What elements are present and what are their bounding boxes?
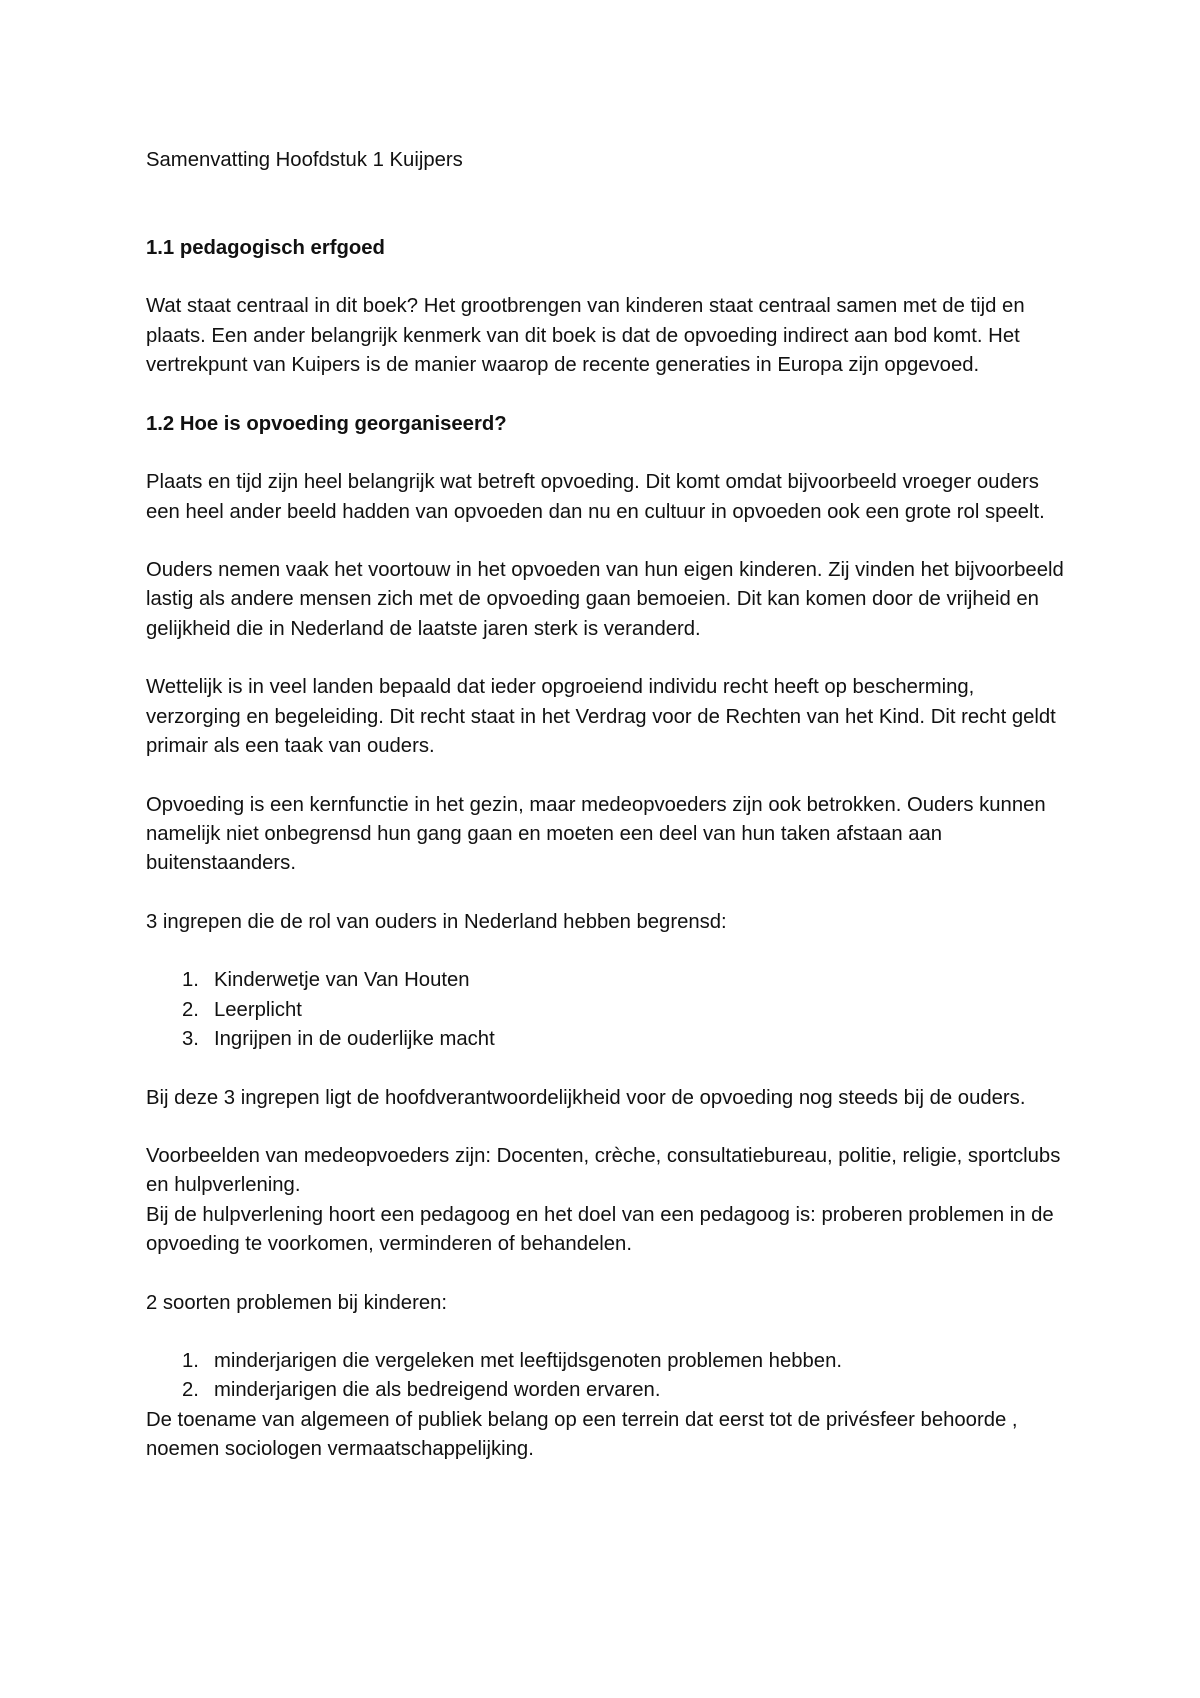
list-item-text: minderjarigen die vergeleken met leeftijdsgenoten problemen hebben. [214,1350,842,1373]
section-heading-1-1: 1.1 pedagogisch erfgoed [146,236,385,259]
list-item-text: Kinderwetje van Van Houten [214,969,470,992]
list-item-text: minderjarigen die als bedreigend worden ervaren. [214,1379,661,1402]
list-number: 3. [182,1027,199,1050]
list-item [146,1025,1066,1054]
list-item [146,1376,1066,1405]
list-item [146,966,1066,995]
section-heading-1-2: 1.2 Hoe is opvoeding georganiseerd? [146,412,507,435]
list-item-text: Ingrijpen in de ouderlijke macht [214,1027,495,1050]
list-number: 1. [182,969,199,992]
document-page [146,146,1066,1464]
list-item [146,1347,1066,1376]
list-intro: 2 soorten problemen bij kinderen: [146,1291,448,1314]
interventions-list [146,966,1066,1054]
document-title: Samenvatting Hoofdstuk 1 Kuijpers [146,149,463,171]
list-item-text: Leerplicht [214,998,302,1021]
paragraph: Opvoeding is een kernfunctie in het gezin, maar medeopvoeders zijn ook betrokken. Ouders kunnen namelijk niet onbegrensd hun gang gaan en moeten een deel van hun taken afstaan aan buitenstaanders. [146,793,1046,875]
problems-list [146,1347,1066,1406]
paragraph: Bij de hulpverlening hoort een pedagoog en het doel van een pedagoog is: proberen problemen in de opvoeding te voorkomen, verminderen of behandelen. [146,1203,1054,1255]
paragraph: Ouders nemen vaak het voortouw in het opvoeden van hun eigen kinderen. Zij vinden het bijvoorbeeld lastig als andere mensen zich met de opvoeding gaan bemoeien. Dit kan komen door de vrijheid en gelijkheid die in Nederland de laatste jaren sterk is veranderd. [146,559,1064,640]
paragraph: Wat staat centraal in dit boek? Het grootbrengen van kinderen staat centraal samen met de tijd en plaats. Een ander belangrijk kenmerk van dit boek is dat de opvoeding indirect aan bod komt. Het vertrekpunt van Kuipers is de manier waarop de recente generaties in Europa zijn opgevoed. [146,295,1025,377]
list-intro: 3 ingrepen die de rol van ouders in Nederland hebben begrensd: [146,910,727,933]
list-number: 2. [182,998,199,1021]
paragraph: Wettelijk is in veel landen bepaald dat ieder opgroeiend individu recht heeft op bescherming, verzorging en begeleiding. Dit recht staat in het Verdrag voor de Rechten van het Kind. Dit recht geldt primair als een taak van ouders. [146,676,1056,757]
paragraph: Voorbeelden van medeopvoeders zijn: Docenten, crèche, consultatiebureau, politie, religie, sportclubs en hulpverlening. [146,1145,1061,1197]
list-item [146,996,1066,1025]
list-number: 2. [182,1379,199,1402]
paragraph: Plaats en tijd zijn heel belangrijk wat betreft opvoeding. Dit komt omdat bijvoorbeeld vroeger ouders een heel ander beeld hadden van opvoeden dan nu en cultuur in opvoeden ook een grote rol speelt. [146,471,1045,523]
paragraph: De toename van algemeen of publiek belang op een terrein dat eerst tot de privésfeer behoorde , noemen sociologen vermaatschappelijking. [146,1408,1018,1461]
paragraph: Bij deze 3 ingrepen ligt de hoofdverantwoordelijkheid voor de opvoeding nog steeds bij de ouders. [146,1086,1026,1109]
list-number: 1. [182,1350,199,1373]
